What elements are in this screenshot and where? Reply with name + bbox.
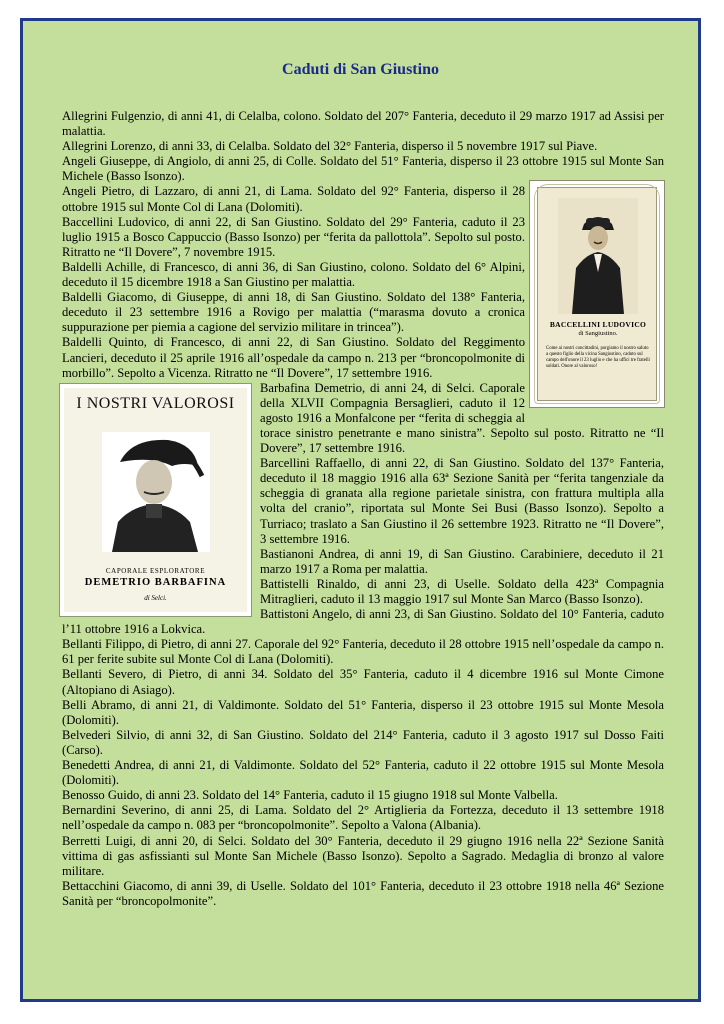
photo-barbafina (59, 383, 252, 617)
entry: Battistelli Rinaldo, di anni 23, di Uselle. Soldato della 423ª Compagnia Mitraglieri, caduto il 13 maggio 1917 sul Monte San Marco (Basso Isonzo). (260, 576, 664, 606)
photo2-banner: I NOSTRI VALOROSI (76, 394, 235, 412)
entry: Baldelli Giacomo, di Giuseppe, di anni 18, di San Giustino. Soldato del 138° Fanteria, deceduto il 23 settembre 1916 a Rovigo per malattia (“marasma dovuto a cronica suppurazione per piemia a cagione del servizio militare in trincea”). (62, 290, 525, 335)
entry: Bettacchini Giacomo, di anni 39, di Uselle. Soldato del 101° Fanteria, deceduto il 23 ottobre 1918 nella 46ª Sezione Sanità per “broncopolmonite”. (62, 878, 664, 908)
page-title: Caduti di San Giustino (282, 61, 439, 78)
entry: Barcellini Raffaello, di anni 22, di San Giustino. Soldato del 137° Fanteria, deceduto il 18 maggio 1916 alla 63ª Sezione Sanità per “ferita tangenziale da scheggia di granata alla regione parietale sinistra, con frattura multipla alla volta del cranio”, riportata sul Monte Sei Busi (Basso Isonzo). Sepolto a Turriaco; traslato a San Giustino il 26 settembre 1923. Ritratto ne “Il Dovere”, 3 settembre 1916. (260, 456, 664, 546)
photo1-place: di Sangiustino. (578, 330, 618, 338)
entry: Barbafina Demetrio, di anni 24, di Selci. Caporale della XLVII Compagnia Bersaglieri, caduto il 12 agosto 1916 a Monfalcone per “ferita di scheggia al torace sinistro penetrante e mano sinistra”. Sepolto sul posto. Ritratto ne “Il Dovere”, 17 settembre 1916. (260, 380, 664, 456)
entry: Bellanti Severo, di Pietro, di anni 34. Soldato del 35° Fanteria, caduto il 4 dicembre 1916 sul Monte Cimone (Altopiano di Asiago). (62, 667, 664, 697)
entry: Allegrini Lorenzo, di anni 33, di Celalba. Soldato del 32° Fanteria, disperso il 5 novembre 1917 sul Piave. (62, 139, 598, 154)
entry: Baldelli Achille, di Francesco, di anni 36, di San Giustino, colono. Soldato del 6° Alpini, deceduto il 15 dicembre 1918 a San Giustino per malattia. (62, 259, 525, 290)
photo-mount (537, 187, 657, 401)
document-body (62, 109, 664, 909)
photo2-rank: CAPORALE ESPLORATORE (105, 566, 206, 575)
photo1-name: BACCELLINI LUDOVICO (549, 320, 647, 330)
photo-frame (59, 383, 252, 617)
photo-mount (64, 388, 247, 612)
photo-frame (529, 180, 665, 408)
entry: Benedetti Andrea, di anni 21, di Valdimonte. Soldato del 52° Fanteria, caduto il 22 ottobre 1915 sul Monte Mesola (Dolomiti). (62, 758, 664, 788)
entry: Benosso Guido, di anni 23. Soldato del 14° Fanteria, caduto il 15 giugno 1918 sul Monte Valbella. (62, 788, 558, 803)
entry: Battistoni Angelo, di anni 23, di San Giustino. Soldato del 10° Fanteria, caduto l’11 ottobre 1916 a Lokvica. (62, 607, 664, 637)
entry: Angeli Giuseppe, di Angiolo, di anni 25, di Colle. Soldato del 51° Fanteria, disperso il 23 ottobre 1915 sul Monte San Michele (Basso Isonzo). (62, 154, 664, 184)
entry: Bastianoni Andrea, di anni 19, di San Giustino. Carabiniere, deceduto il 21 marzo 1917 a Roma per malattia. (260, 546, 664, 576)
portrait-baccellini (558, 198, 638, 314)
entry: Allegrini Fulgenzio, di anni 41, di Celalba, colono. Soldato del 207° Fanteria, deceduto il 29 marzo 1917 ad Assisi per malattia. (62, 109, 664, 139)
entry: Belli Abramo, di anni 21, di Valdimonte. Soldato del 51° Fanteria, disperso il 23 ottobre 1915 sul Monte Mesola (Dolomiti). (62, 697, 664, 727)
photo2-place: di Selci. (144, 593, 167, 602)
photo-baccellini (529, 184, 665, 410)
entry: Bellanti Filippo, di Pietro, di anni 27. Caporale del 92° Fanteria, deceduto il 28 ottobre 1915 nell’ospedale da campo n. 61 per ferite subite sul Monte Col di Lana (Dolomiti). (62, 637, 664, 667)
page-frame (20, 18, 701, 1002)
photo1-caption: Come ai nostri concittadini, porgiamo il nostro saluto a questo figlio della vicina Sangiustino, caduto sul campo dell'onore il 23 luglio e che ha uffici tre fratelli soldati. Onore al valoroso! (546, 346, 650, 370)
entry: Baccellini Ludovico, di anni 22, di San Giustino. Soldato del 29° Fanteria, caduto il 23 luglio 1915 a Bosco Cappuccio (Basso Isonzo) per “ferita da pallottola”. Sepolto sul posto. Ritratto ne “Il Dovere”, 7 novembre 1915. (62, 214, 525, 259)
entry: Belvederi Silvio, di anni 32, di San Giustino. Soldato del 214° Fanteria, caduto il 3 agosto 1917 sul Dosso Faiti (Carso). (62, 727, 664, 757)
portrait-barbafina (102, 432, 210, 552)
entry: Baldelli Quinto, di Francesco, di anni 22, di San Giustino. Soldato del Reggimento Lancieri, deceduto il 25 aprile 1916 all’ospedale da campo n. 213 per “broncopolmonite di morbillo”. Sepolto a Vicenza. Ritratto ne “Il Dovere”, 17 settembre 1916. (62, 335, 525, 380)
photo2-name: DEMETRIO BARBAFINA (84, 576, 227, 588)
entry: Angeli Pietro, di Lazzaro, di anni 21, di Lama. Soldato del 92° Fanteria, disperso il 28 ottobre 1915 sul Monte Col di Lana (Dolomiti). (62, 184, 525, 214)
entry: Berretti Luigi, di anni 20, di Selci. Soldato del 30° Fanteria, deceduto il 29 giugno 1916 nella 22ª Sezione Sanità vittima di gas asfissianti sul Monte San Michele (Basso Isonzo). Sepolto a Sagrado. Medaglia di bronzo al valore militare. (62, 833, 664, 878)
entry: Bernardini Severino, di anni 25, di Lama. Soldato del 2° Artiglieria da Fortezza, deceduto il 13 settembre 1918 nell’ospedale da campo n. 083 per “broncopolmonite”. Sepolto a Valona (Albania). (62, 803, 664, 833)
